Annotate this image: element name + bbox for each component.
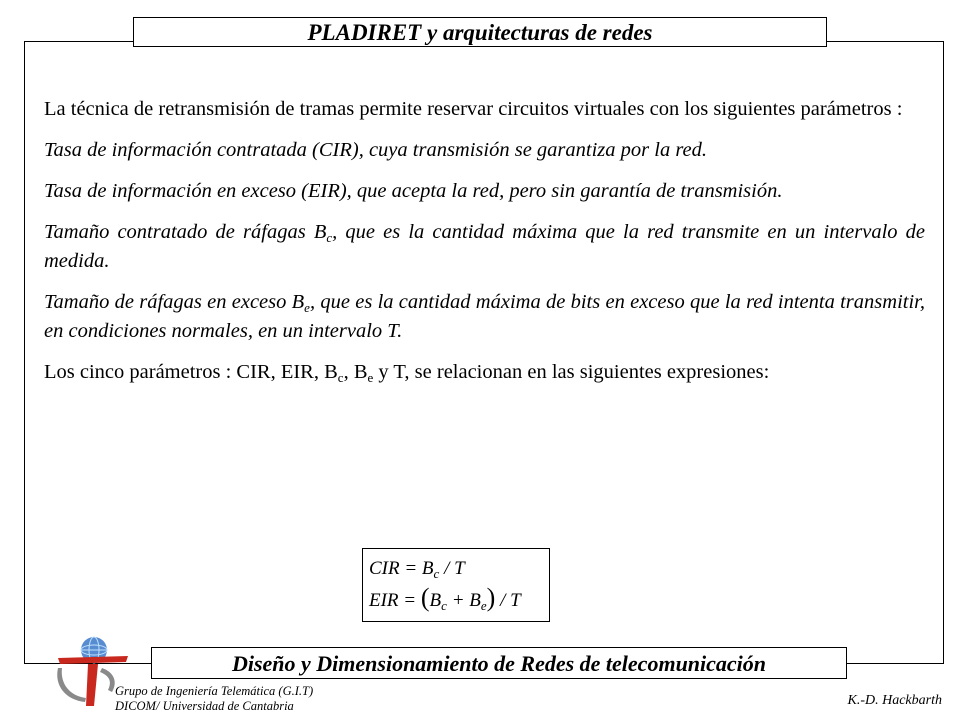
eir-paragraph: Tasa de información en exceso (EIR), que acepta la red, pero sin garantía de transmisión. [44,180,783,202]
summary-paragraph: Los cinco parámetros : CIR, EIR, $B_c$, $B_e$ y T, se relacionan en las siguientes expresiones: [44,361,770,385]
group-name: Grupo de Ingeniería Telemática (G.I.T) [115,684,314,698]
frame-left [24,41,25,664]
cir-paragraph: Tasa de información contratada (CIR), cuya transmisión se garantiza por la red. [44,139,708,161]
formula-eir: EIR = $(B_c + B_e) / T$ [369,583,521,613]
be-paragraph: Tamaño de ráfagas en exceso $B_e$, que es la cantidad máxima de bits en exceso que la red intenta transmitir, en condiciones normales, en un intervalo T. [44,291,925,342]
bc-paragraph: Tamaño contratado de ráfagas $B_c$, que es la cantidad máxima que la red transmite en un intervalo de medida. [44,221,925,272]
footer-group [115,684,313,714]
footer-author: K.-D. Hackbarth [847,693,942,708]
footer-title: Diseño y Dimensionamiento de Redes de telecomunicación [151,647,847,679]
university-name: DICOM/ Universidad de Cantabria [115,699,294,713]
frame-bottom-right [846,663,944,664]
page-title: PLADIRET y arquitecturas de redes [133,17,827,47]
frame-right [943,41,944,664]
frame-top-left [24,41,134,42]
slide-body [44,95,925,399]
formula-cir: CIR = $B_c$ / T [369,558,465,581]
intro-paragraph: La técnica de retransmisión de tramas permite reservar circuitos virtuales con los siguientes parámetros : [44,98,903,120]
frame-top-right [826,41,944,42]
formula-box [362,548,550,622]
